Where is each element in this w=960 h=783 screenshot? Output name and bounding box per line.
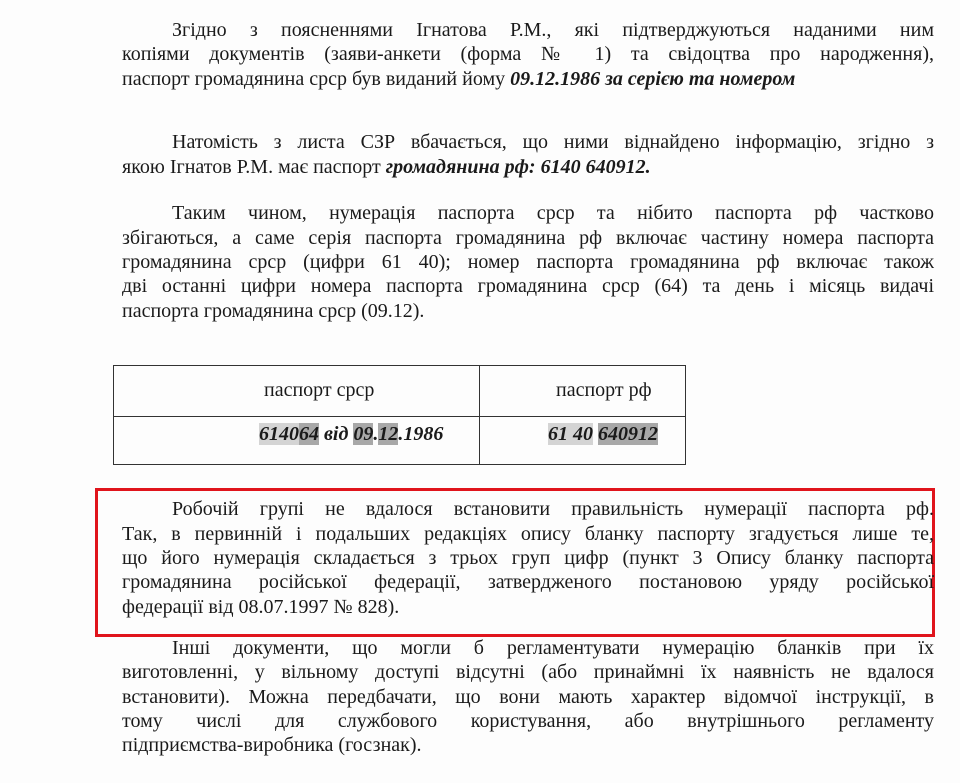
highlight-number: 64 (299, 423, 319, 445)
rf-passport-value (548, 422, 658, 446)
para1-emphasis: 09.12.1986 за серією та номером (510, 68, 796, 90)
passport-comparison-table (113, 365, 686, 465)
para2-line (122, 155, 934, 179)
highlight-month: 12 (378, 423, 399, 445)
table-divider (114, 416, 685, 417)
para4-line: що його нумерація складається з трьох груп цифр (пункт 3 Опису бланку паспорта (122, 547, 934, 569)
header-rf-passport: паспорт рф (556, 379, 652, 401)
para3-line: паспорта громадянина срср (09.12). (122, 300, 425, 322)
para1-line: копіями документів (заяви-анкети (форма № 1) та свідоцтва про народження), (122, 43, 934, 65)
text: . (373, 423, 379, 445)
highlight-series: 6140 (259, 423, 299, 445)
para2-line: Натомість з листа СЗР вбачається, що ними віднайдено інформацію, згідно з (172, 131, 934, 153)
para3-line: збігаються, а саме серія паспорта громадянина рф включає частину номера паспорта (122, 227, 934, 249)
para2-text: якою Ігнатов Р.М. має паспорт (122, 156, 386, 178)
para4-line: Так, в первинній і подальших редакціях опису бланку паспорту згадується лише те, (122, 523, 934, 545)
para5-line: виготовленні, у вільному доступі відсутні (або принаймні їх наявність не вдалося (122, 661, 934, 683)
text: від (319, 423, 354, 445)
para3-line: дві останні цифри номера паспорта громадянина срср (64) та день і місяць видачі (122, 275, 934, 297)
para4-line: громадянина російської федерації, затвердженого постановою уряду російської (122, 571, 934, 593)
text: .1986 (398, 423, 444, 445)
table-divider (479, 366, 480, 464)
ussr-passport-value (259, 422, 443, 446)
para1-text: паспорт громадянина срср був виданий йому (122, 68, 511, 90)
para2-emphasis: громадянина рф: 6140 640912. (385, 156, 651, 178)
para5-line: встановити). Можна передбачати, що вони мають характер відомчої інструкції, в (122, 686, 934, 708)
para5-line: підприємства-виробника (госзнак). (122, 734, 422, 756)
highlight-series: 61 40 (548, 423, 593, 445)
para5-line: тому числі для службового користування, або внутрішнього регламенту (122, 710, 934, 732)
para1-line: Згідно з поясненнями Ігнатова Р.М., які підтверджуються наданими ним (172, 19, 934, 41)
para5-line: Інші документи, що могли б регламентувати нумерацію бланків при їх (172, 637, 934, 659)
para4-line: федерації від 08.07.1997 № 828). (122, 596, 400, 618)
header-ussr-passport: паспорт срср (264, 379, 375, 401)
para4-line: Робочій групі не вдалося встановити правильність нумерації паспорта рф. (172, 498, 934, 520)
highlight-number: 640912 (598, 423, 658, 445)
para3-line: громадянина срср (цифри 61 40); номер паспорта громадянина рф включає також (122, 251, 934, 273)
highlight-day: 09 (353, 423, 374, 445)
para1-line (122, 67, 934, 91)
para3-line: Таким чином, нумерація паспорта срср та нібито паспорта рф частково (172, 202, 934, 224)
